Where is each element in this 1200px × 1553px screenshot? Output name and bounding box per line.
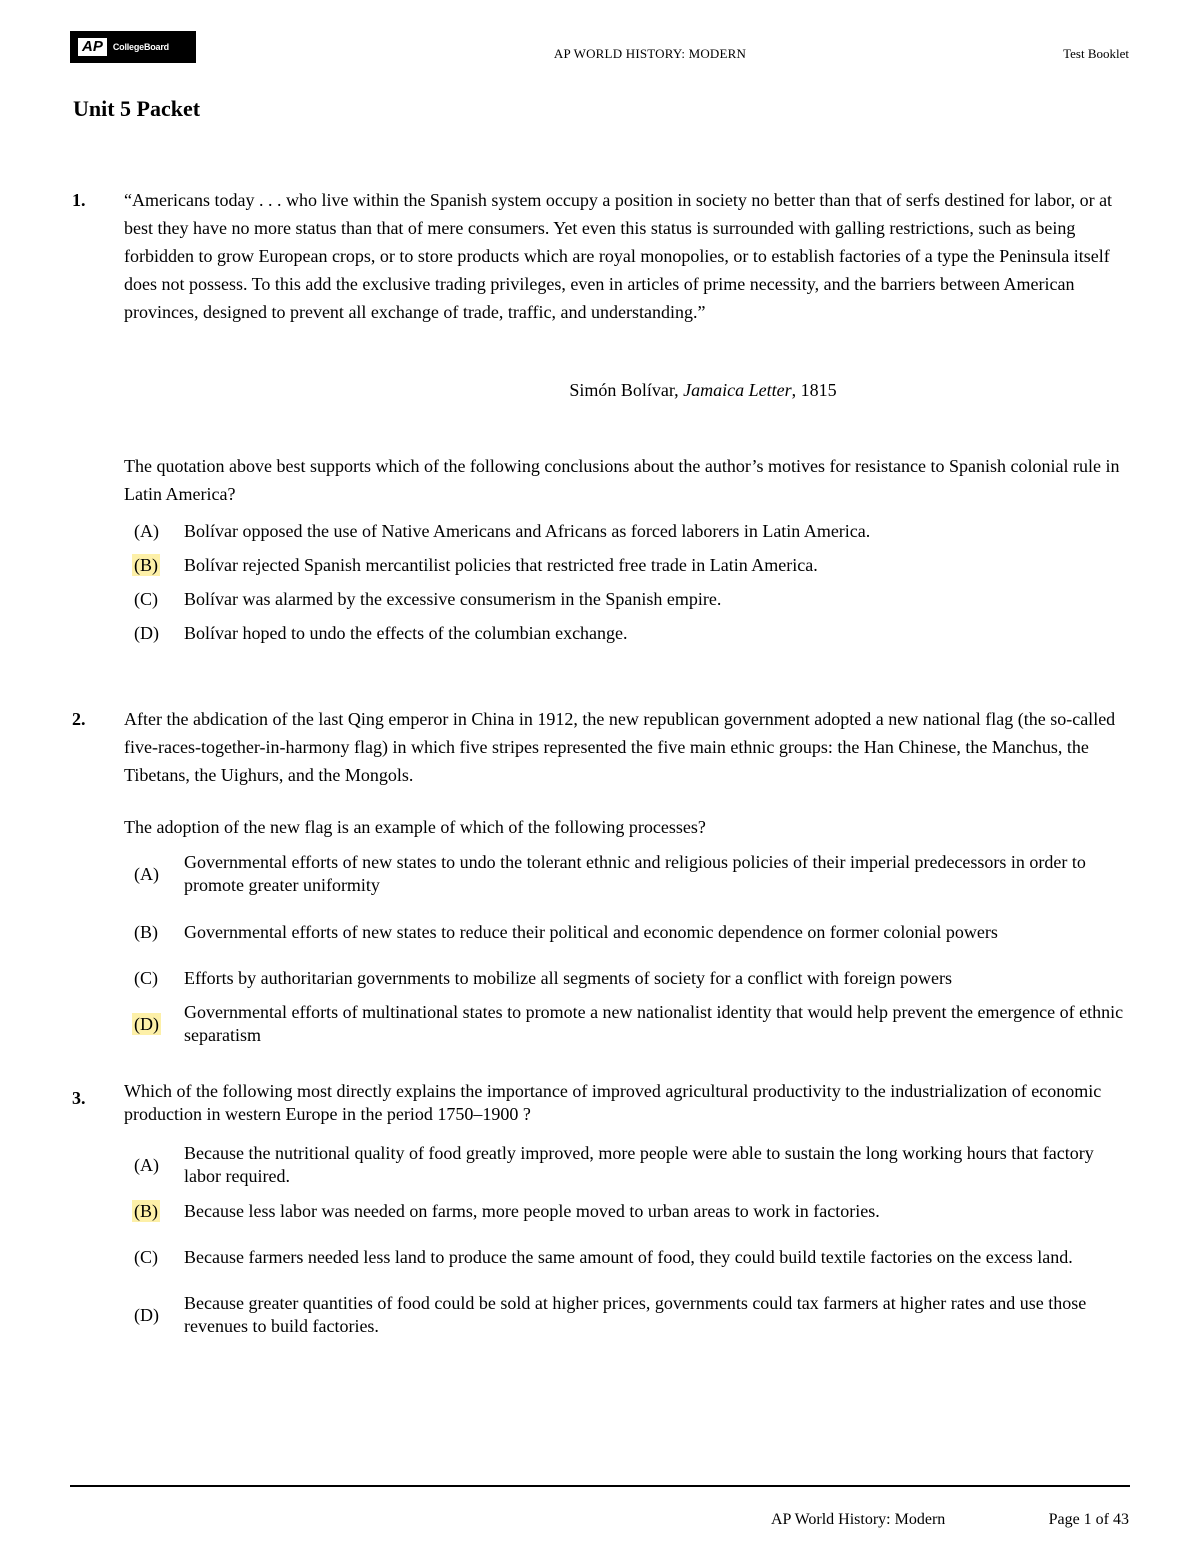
question-stem: The quotation above best supports which of the following conclusions about the author’s motives for resistance to Spanish colonial rule in Latin America? xyxy=(124,456,1120,504)
answer-choice-b[interactable] xyxy=(124,548,1132,582)
choice-letter-highlighted: (B) xyxy=(134,1201,158,1221)
choice-letter: (A) xyxy=(134,864,159,884)
footer-course-name: AP World History: Modern xyxy=(771,1511,946,1528)
header-course-title: AP WORLD HISTORY: MODERN xyxy=(553,46,747,61)
choice-letter: (D) xyxy=(134,1305,159,1325)
choice-text: Governmental efforts of new states to undo the tolerant ethnic and religious policies of their imperial predecessors in order to promote greater uniformity xyxy=(184,852,1086,895)
question-3 xyxy=(72,1080,1132,1344)
answer-choice-c[interactable] xyxy=(124,1228,1132,1286)
question-2 xyxy=(72,705,1132,1053)
question-number: 1. xyxy=(72,190,86,210)
attribution-work: Jamaica Letter xyxy=(683,380,792,400)
ap-logo-mark: AP xyxy=(78,38,107,56)
answer-choice-b[interactable] xyxy=(124,1194,1132,1228)
choice-text: Bolívar rejected Spanish mercantilist policies that restricted free trade in Latin America. xyxy=(184,554,818,575)
choice-letter: (A) xyxy=(134,1155,159,1175)
question-1 xyxy=(72,186,1132,650)
choice-text: Bolívar opposed the use of Native Americans and Africans as forced laborers in Latin America. xyxy=(184,520,871,541)
attribution-author: Simón Bolívar, xyxy=(569,380,684,400)
question-passage: After the abdication of the last Qing emperor in China in 1912, the new republican government adopted a new national flag (the so-called five-races-together-in-harmony flag) in which five stripes represented the five main ethnic groups: the Han Chinese, the Manchus, the Tibetans, the Uighurs, and the Mongols. xyxy=(124,709,1116,785)
answer-choice-a[interactable] xyxy=(124,1136,1132,1194)
choice-letter: (C) xyxy=(134,589,158,609)
choice-letter: (D) xyxy=(134,623,159,643)
choice-text: Efforts by authoritarian governments to mobilize all segments of society for a conflict with foreign powers xyxy=(184,967,952,988)
question-number: 3. xyxy=(72,1088,86,1108)
quote-attribution xyxy=(124,376,1132,404)
choice-letter: (C) xyxy=(134,1247,158,1267)
answer-choice-a[interactable] xyxy=(124,845,1132,903)
choice-text: Because the nutritional quality of food greatly improved, more people were able to sustain the long working hours that factory labor required. xyxy=(184,1143,1094,1186)
choice-letter: (A) xyxy=(134,521,159,541)
choice-text: Governmental efforts of new states to reduce their political and economic dependence on former colonial powers xyxy=(184,921,998,942)
answer-choice-d[interactable] xyxy=(124,995,1132,1053)
answer-choice-d[interactable] xyxy=(124,1286,1132,1344)
choice-text: Governmental efforts of multinational states to promote a new nationalist identity that would help prevent the emergence of ethnic separatism xyxy=(184,1002,1124,1045)
answer-choice-b[interactable] xyxy=(124,903,1132,961)
attribution-year: , 1815 xyxy=(791,380,837,400)
question-stem: The adoption of the new flag is an example of which of the following processes? xyxy=(124,817,706,837)
answer-choice-a[interactable] xyxy=(124,514,1132,548)
choice-letter-highlighted: (B) xyxy=(134,555,158,575)
choice-text: Bolívar was alarmed by the excessive consumerism in the Spanish empire. xyxy=(184,588,722,609)
collegeboard-wordmark: CollegeBoard xyxy=(112,42,169,52)
page-title: Unit 5 Packet xyxy=(73,96,201,121)
header-booklet-label: Test Booklet xyxy=(1063,46,1129,61)
page-number: Page 1 of 43 xyxy=(1048,1511,1129,1528)
choice-text: Because farmers needed less land to produce the same amount of food, they could build textile factories on the excess land. xyxy=(184,1246,1073,1267)
choice-letter-highlighted: (D) xyxy=(134,1014,159,1034)
choice-text: Because greater quantities of food could be sold at higher prices, governments could tax farmers at higher rates and use those revenues to build factories. xyxy=(184,1293,1087,1336)
choice-text: Bolívar hoped to undo the effects of the columbian exchange. xyxy=(184,622,628,643)
question-stem: Which of the following most directly explains the importance of improved agricultural productivity to the industrialization of economic production in western Europe in the period 1750–1900 ? xyxy=(124,1081,1102,1124)
footer-divider xyxy=(70,1485,1130,1487)
choice-letter: (C) xyxy=(134,968,158,988)
answer-choice-c[interactable] xyxy=(124,961,1132,995)
choice-text: Because less labor was needed on farms, more people moved to urban areas to work in factories. xyxy=(184,1200,880,1221)
answer-choice-c[interactable] xyxy=(124,582,1132,616)
choice-letter: (B) xyxy=(134,922,158,942)
answer-choice-d[interactable] xyxy=(124,616,1132,650)
question-number: 2. xyxy=(72,709,86,729)
question-quote: “Americans today . . . who live within the Spanish system occupy a position in society no better than that of serfs destined for labor, or at best they have no more status than that of mere consumers. Yet even this status is surrounded with galling restrictions, such as being forbidden to grow European crops, or to store products which are royal monopolies, or to establish factories of a type the Peninsula itself does not possess. To this add the exclusive trading privileges, even in articles of prime necessity, and the barriers between American provinces, designed to prevent all exchange of trade, traffic, and understanding.” xyxy=(124,190,1113,322)
